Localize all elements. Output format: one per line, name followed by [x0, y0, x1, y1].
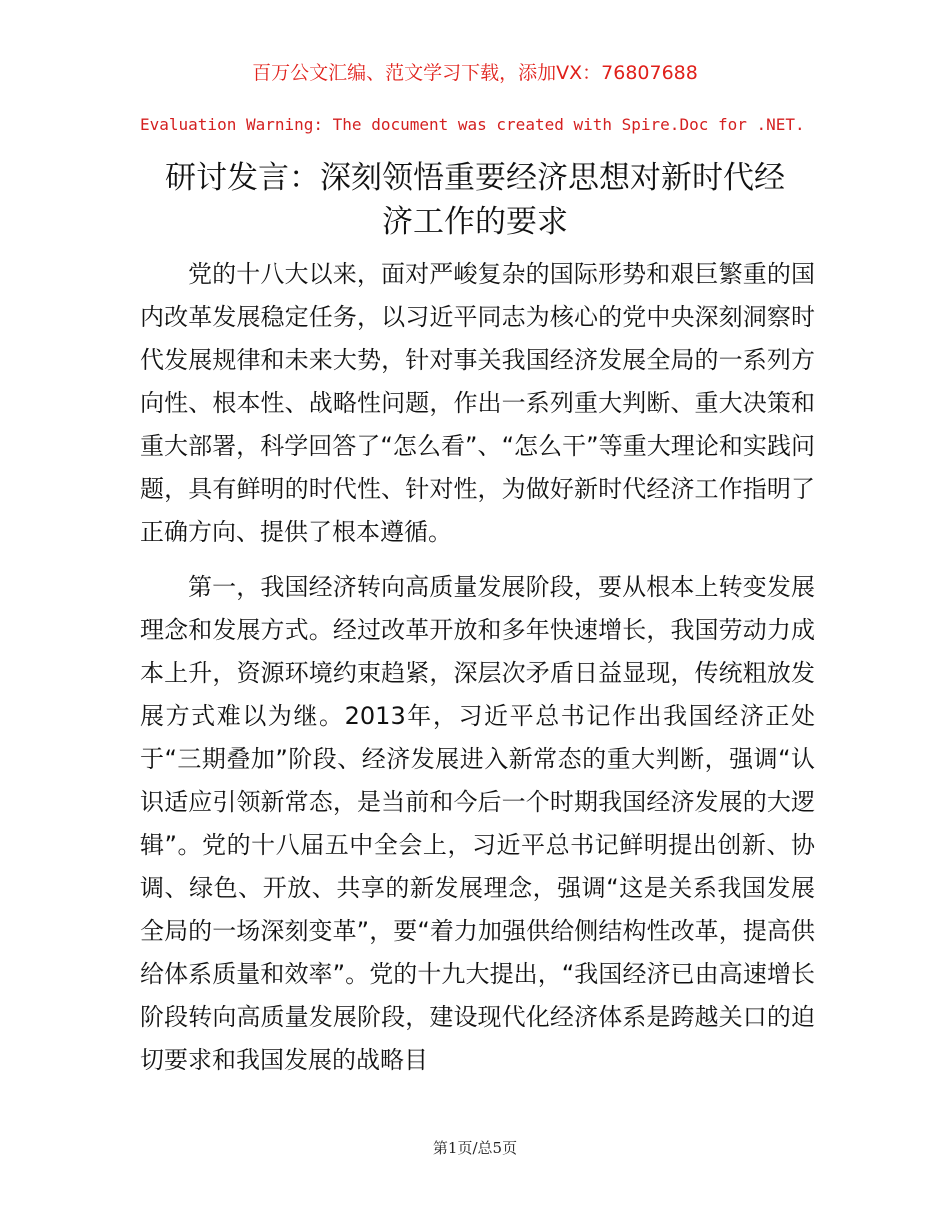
paragraph-2: 第一，我国经济转向高质量发展阶段，要从根本上转变发展理念和发展方式。经过改革开放和多年快速增长，我国劳动力成本上升，资源环境约束趋紧，深层次矛盾日益显现，传统粗放发展方式难以为继。2013年，习近平总书记作出我国经济正处于“三期叠加”阶段、经济发展进入新常态的重大判断，强调“认识适应引领新常态，是当前和今后一个时期我国经济发展的大逻辑”。党的十八届五中全会上，习近平总书记鲜明提出创新、协调、绿色、开放、共享的新发展理念，强调“这是关系我国发展全局的一场深刻变革”，要“着力加强供给侧结构性改革，提高供给体系质量和效率”。党的十九大提出，“我国经济已由高速增长阶段转向高质量发展阶段，建设现代化经济体系是跨越关口的迫切要求和我国发展的战略目: [140, 573, 815, 1074]
evaluation-warning: Evaluation Warning: The document was created with Spire.Doc for .NET.: [140, 115, 805, 134]
page-footer: 第1页/总5页: [432, 1139, 518, 1157]
document-title: [120, 156, 830, 244]
document-body: [140, 253, 815, 1082]
title-line-2: 济工作的要求: [382, 204, 568, 240]
paragraph-1: 党的十八大以来，面对严峻复杂的国际形势和艰巨繁重的国内改革发展稳定任务，以习近平同志为核心的党中央深刻洞察时代发展规律和未来大势，针对事关我国经济发展全局的一系列方向性、根本性、战略性问题，作出一系列重大判断、重大决策和重大部署，科学回答了“怎么看”、“怎么干”等重大理论和实践问题，具有鲜明的时代性、针对性，为做好新时代经济工作指明了正确方向、提供了根本遵循。: [140, 260, 815, 546]
promo-banner: 百万公文汇编、范文学习下载，添加VX：76807688: [252, 62, 698, 84]
title-line-1: 研讨发言：深刻领悟重要经济思想对新时代经: [165, 160, 785, 196]
